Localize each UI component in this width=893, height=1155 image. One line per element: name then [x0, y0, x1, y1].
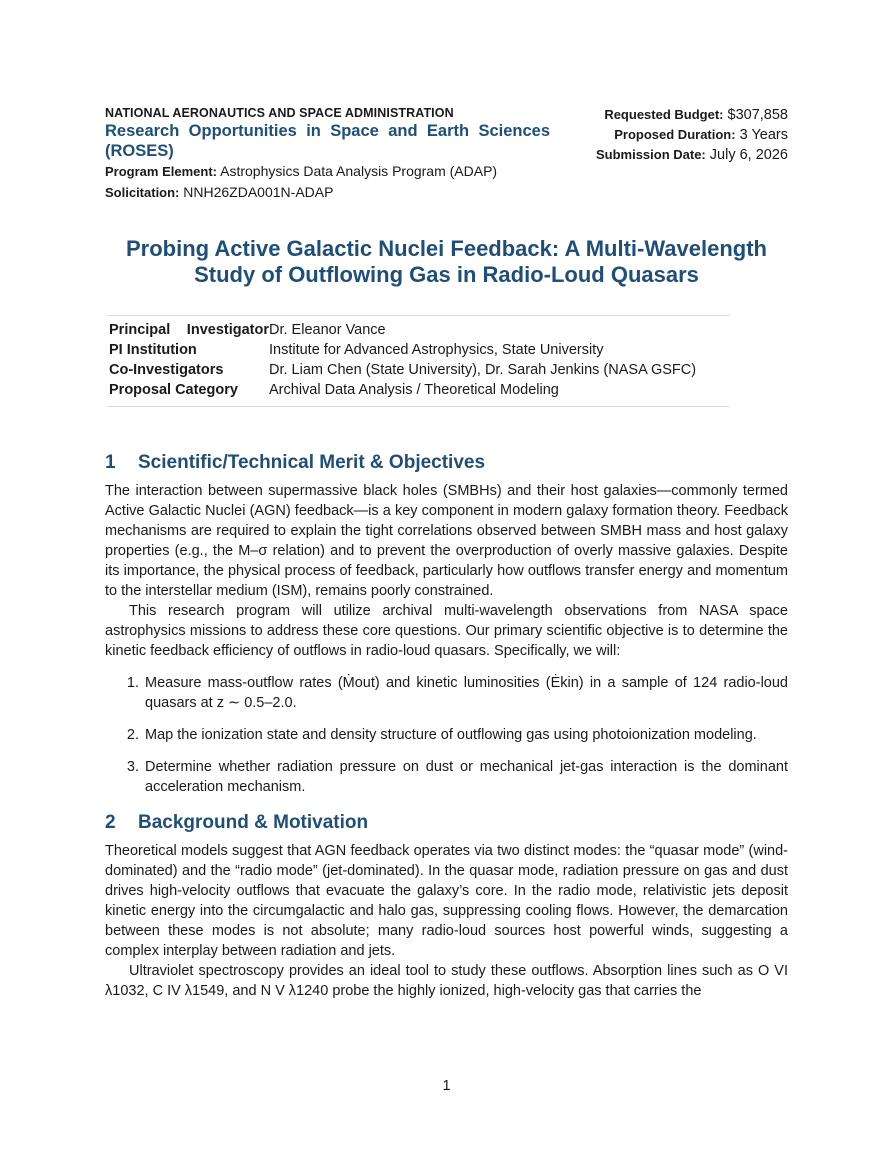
paragraph: The interaction between supermassive black holes (SMBHs) and their host galaxies—commonly termed Active Galactic Nuclei (AGN) feedback—is a key component in modern galaxy formation theory. Feedback mechanisms are required to explain the tight correlations observed between SMBH mass and host galaxy properties (e.g., the M–σ relation) and to prevent the overproduction of overly massive galaxies. Despite its importance, the physical process of feedback, particularly how outflows transfer energy and momentum to the interstellar medium (ISM), remains poorly constrained.: [105, 483, 788, 599]
duration-value: 3 Years: [739, 127, 788, 143]
program-element-label: Program Element:: [105, 164, 217, 179]
list-item: [105, 757, 788, 797]
program-element-value: Astrophysics Data Analysis Program (ADAP): [220, 163, 498, 179]
list-number: 3.: [126, 759, 139, 775]
info-label: Proposal Category: [109, 382, 238, 398]
program-name: Research Opportunities in Space and Earth Sciences (ROSES): [105, 122, 550, 160]
info-value: Archival Data Analysis / Theoretical Modeling: [269, 382, 559, 398]
proposal-title: Probing Active Galactic Nuclei Feedback: A Multi-Wavelength Study of Outflowing Gas in Radio-Loud Quasars: [126, 236, 767, 287]
page-number: 1: [442, 1078, 451, 1094]
info-label: Co-Investigators: [109, 362, 224, 378]
date-value: July 6, 2026: [709, 147, 788, 163]
list-text: Map the ionization state and density structure of outflowing gas using photoionization modeling.: [145, 727, 757, 743]
info-value: Institute for Advanced Astrophysics, State University: [269, 342, 604, 358]
solicitation-label: Solicitation:: [105, 185, 180, 200]
agency-name: NATIONAL AERONAUTICS AND SPACE ADMINISTRATION: [105, 106, 454, 120]
section-title: Scientific/Technical Merit & Objectives: [138, 452, 486, 473]
list-number: 2.: [126, 727, 139, 743]
duration-label: Proposed Duration:: [614, 127, 736, 142]
budget-value: $307,858: [727, 107, 788, 123]
info-label: PI Institution: [109, 342, 197, 358]
info-value: Dr. Eleanor Vance: [269, 322, 386, 338]
section-title: Background & Motivation: [138, 812, 369, 833]
info-value: Dr. Liam Chen (State University), Dr. Sarah Jenkins (NASA GSFC): [269, 362, 697, 378]
proposed-duration: [596, 125, 788, 145]
info-row: [107, 380, 730, 400]
list-item: [105, 725, 788, 745]
solicitation: [105, 182, 550, 203]
paragraph: Theoretical models suggest that AGN feedback operates via two distinct modes: the “quasar mode” (wind-dominated) and the “radio mode” (jet-dominated). In the quasar mode, radiation pressure on gas and dust drives high-velocity outflows that evacuate the galaxy’s core. In the radio mode, relativistic jets deposit kinetic energy into the circumgalactic and halo gas, suppressing cooling flows. However, the demarcation between these modes is not absolute; many radio-loud sources host powerful winds, suggesting a complex interplay between radiation and jets.: [105, 843, 788, 959]
list-item: [105, 673, 788, 713]
program-element: [105, 161, 550, 182]
section-background: [105, 811, 788, 1001]
list-text: Determine whether radiation pressure on dust or mechanical jet-gas interaction is the dominant acceleration mechanism.: [145, 759, 788, 795]
paragraph: Ultraviolet spectroscopy provides an ideal tool to study these outflows. Absorption lines such as O VI λ1032, C IV λ1549, and N V λ1240 probe the highly ionized, high-velocity gas that carries the: [105, 963, 788, 999]
info-row: [107, 340, 730, 360]
header-right: [596, 105, 788, 203]
section-number: 2: [105, 812, 116, 833]
proposal-header: [105, 105, 788, 203]
list-text: Measure mass-outflow rates (Ṁout) and kinetic luminosities (Ėkin) in a sample of 124 radio-loud quasars at z ∼ 0.5–2.0.: [145, 675, 788, 711]
proposal-page: [105, 105, 788, 1001]
section-objectives: [105, 451, 788, 797]
objectives-list: [105, 673, 788, 797]
submission-date: [596, 145, 788, 165]
list-number: 1.: [126, 675, 139, 691]
section-heading: [105, 811, 788, 835]
budget-label: Requested Budget:: [604, 107, 724, 122]
info-row: [107, 320, 730, 340]
header-left: [105, 105, 550, 203]
section-number: 1: [105, 452, 116, 473]
info-row: [107, 360, 730, 380]
paragraph: This research program will utilize archival multi-wavelength observations from NASA space astrophysics missions to address these core questions. Our primary scientific objective is to determine the kinetic feedback efficiency of outflows in radio-loud quasars. Specifically, we will:: [105, 603, 788, 659]
section-heading: [105, 451, 788, 475]
date-label: Submission Date:: [595, 147, 706, 162]
info-label: Principal Investigator: [109, 322, 269, 338]
requested-budget: [596, 105, 788, 125]
investigator-info-table: [107, 315, 730, 407]
solicitation-value: NNH26ZDA001N-ADAP: [183, 184, 334, 200]
